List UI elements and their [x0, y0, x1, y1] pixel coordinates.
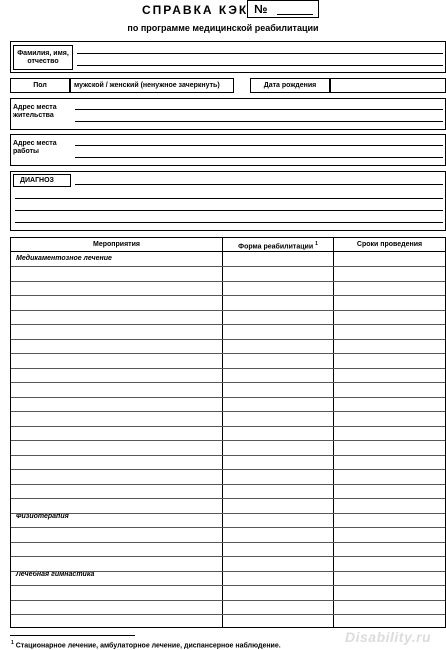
table-row-line [11, 339, 445, 340]
number-field[interactable] [277, 14, 313, 15]
section-physiotherapy: Физиотерапия [16, 513, 69, 520]
table-row-line [11, 484, 445, 485]
sex-value-box[interactable] [70, 78, 234, 93]
fio-line-2[interactable] [77, 65, 443, 66]
table-header [11, 238, 445, 251]
section-therapeutic-exercise: Лечебная гимнастика [16, 571, 95, 578]
sex-label-box [10, 78, 70, 93]
birth-label-box [250, 78, 330, 93]
number-label: № [254, 2, 268, 16]
table-row-line [11, 411, 445, 412]
sex-value: мужской / женский (ненужное зачеркнуть) [74, 82, 220, 89]
diagnosis-line-3[interactable] [15, 210, 443, 211]
table-row-line [11, 614, 445, 615]
table-row-line [11, 295, 445, 296]
table-row-line [11, 353, 445, 354]
col-form-footnote-mark: 1 [315, 241, 318, 247]
table-row-line [11, 281, 445, 282]
work-section [10, 134, 446, 166]
rehab-table [10, 237, 446, 628]
document-subtitle: по программе медицинской реабилитации [127, 23, 319, 33]
diagnosis-line-4[interactable] [15, 222, 443, 223]
col-form-label: Форма реабилитации [238, 243, 314, 251]
col-terms-header: Сроки проведения [356, 241, 423, 248]
table-row-line [11, 600, 445, 601]
fio-label-box [13, 45, 73, 70]
work-line-2[interactable] [75, 157, 443, 158]
col-divider-2 [333, 238, 334, 627]
table-row-line [11, 266, 445, 267]
table-row-line [11, 368, 445, 369]
footnote-rule [10, 635, 135, 636]
sex-label: Пол [33, 82, 47, 89]
diagnosis-label-box [13, 174, 71, 187]
document-title: СПРАВКА КЭК [142, 3, 249, 17]
diagnosis-line-1[interactable] [75, 184, 443, 185]
footnote-text: Стационарное лечение, амбулаторное лечение, диспансерное наблюдение. [15, 642, 281, 650]
birth-field[interactable] [330, 78, 446, 93]
residence-line-2[interactable] [75, 121, 443, 122]
table-row-line [11, 397, 445, 398]
table-row-line [11, 426, 445, 427]
diagnosis-section [10, 171, 446, 231]
residence-label: Адрес места жительства [13, 104, 57, 119]
table-row-line [11, 382, 445, 383]
section-medication: Медикаментозное лечение [16, 255, 112, 262]
birth-label: Дата рождения [263, 82, 317, 89]
footnote-mark: 1 [11, 640, 14, 646]
diagnosis-label: ДИАГНОЗ [20, 177, 54, 184]
table-row-line [11, 498, 445, 499]
document-number-box [247, 0, 319, 18]
table-row-line [11, 542, 445, 543]
residence-section [10, 98, 446, 130]
col-divider-1 [222, 238, 223, 627]
table-header-rule [11, 251, 445, 252]
residence-line-1[interactable] [75, 109, 443, 110]
col-activities-header: Мероприятия [93, 241, 140, 248]
footnote [11, 640, 281, 649]
table-row-line [11, 469, 445, 470]
table-row-line [11, 440, 445, 441]
fio-section [10, 41, 446, 73]
table-row-line [11, 324, 445, 325]
fio-label: Фамилия, имя, отчество [17, 50, 69, 65]
work-label: Адрес места работы [13, 140, 57, 155]
watermark-logo: Disability.ru [345, 629, 432, 645]
table-row-line [11, 310, 445, 311]
work-line-1[interactable] [75, 145, 443, 146]
table-row-line [11, 455, 445, 456]
table-row-line [11, 571, 445, 572]
diagnosis-line-2[interactable] [15, 198, 443, 199]
fio-line-1[interactable] [77, 53, 443, 54]
table-row-line [11, 513, 445, 514]
table-row-line [11, 585, 445, 586]
col-form-header [223, 241, 333, 250]
table-row-line [11, 556, 445, 557]
table-row-line [11, 527, 445, 528]
